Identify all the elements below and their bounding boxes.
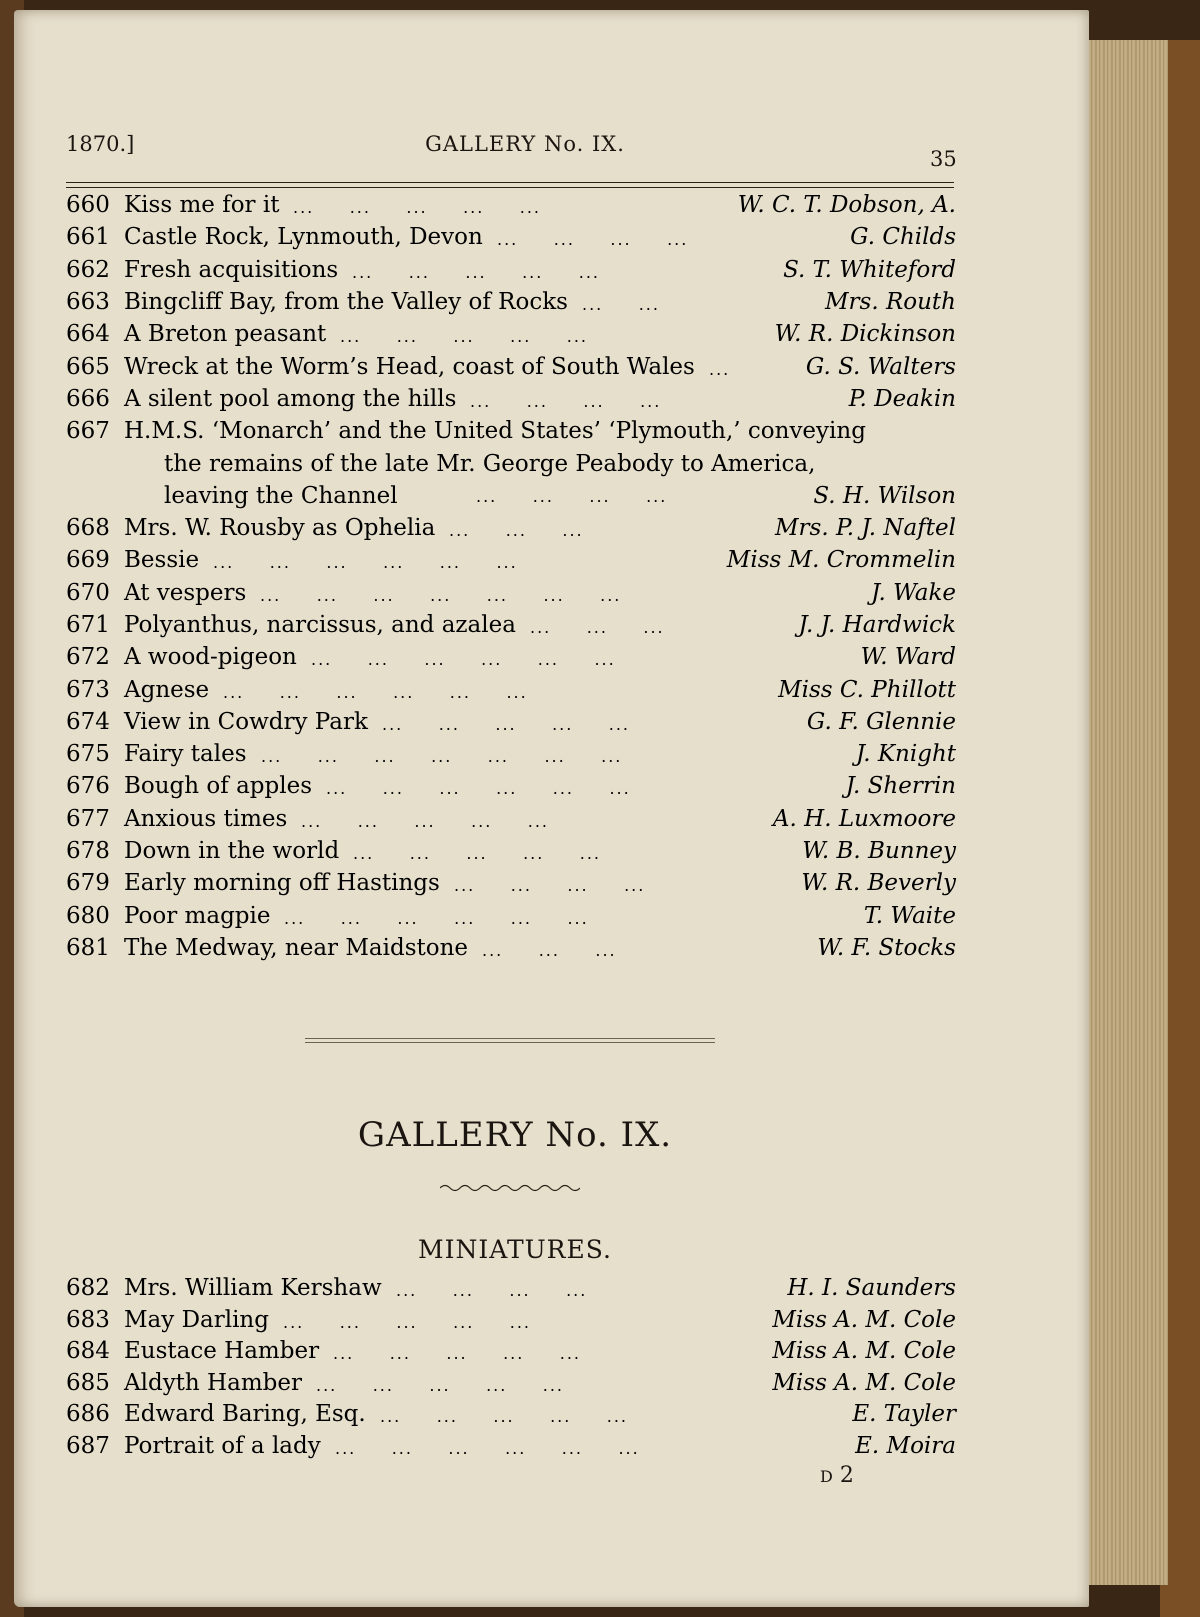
ornament-wave-icon (440, 1183, 580, 1193)
entry-number: 670 (66, 579, 110, 606)
entry-artist: T. Waite (863, 902, 956, 929)
entry-artist: G. F. Glennie (806, 708, 956, 735)
header-rule-thin (66, 187, 954, 188)
entry-number: 686 (66, 1401, 110, 1427)
entry-title: May Darling (124, 1306, 269, 1333)
leader-dots: ... ... ... ... ... ... (311, 650, 616, 670)
leader-dots: ... ... ... (449, 521, 584, 540)
entry-title: View in Cowdry Park (124, 708, 368, 735)
header-rule-thick (66, 182, 954, 183)
entry-number: 684 (66, 1338, 110, 1364)
leader-dots: ... ... ... ... ... (316, 1375, 565, 1395)
header-page-number: 35 (930, 147, 957, 171)
leader-dots: ... ... ... ... (470, 391, 662, 411)
leader-dots: ... ... ... ... ... (283, 1312, 532, 1332)
catalogue-entry (66, 515, 956, 545)
catalogue-entry (66, 870, 956, 900)
leader-dots: ... ... ... (482, 940, 617, 960)
entry-number: 687 (66, 1432, 110, 1459)
entry-title: Kiss me for it (124, 192, 280, 218)
catalogue-entry (66, 192, 956, 222)
entry-number: 680 (66, 902, 110, 929)
leader-dots: ... ... ... ... (497, 230, 689, 250)
section-subtitle: MINIATURES. (418, 1235, 612, 1264)
entry-title: Polyanthus, narcissus, and azalea (124, 611, 516, 638)
leader-dots: ... ... ... ... ... (340, 327, 589, 347)
entry-title: Edward Baring, Esq. (124, 1401, 366, 1427)
entry-title: Bingcliff Bay, from the Valley of Rocks (124, 288, 568, 315)
catalogue-entry (66, 1307, 956, 1337)
entry-number: 665 (66, 353, 110, 380)
leader-dots: ... ... ... ... ... (353, 844, 602, 863)
leader-dots: ... ... (582, 294, 660, 314)
catalogue-entry (66, 321, 956, 351)
leader-dots: ... ... ... ... ... (382, 714, 631, 734)
entry-number: 682 (66, 1275, 110, 1301)
entry-title: Portrait of a lady (124, 1432, 321, 1459)
leader-dots: ... ... ... ... ... (301, 811, 550, 831)
entry-number: 671 (66, 611, 110, 638)
entry-title: Bough of apples (124, 773, 313, 800)
entry-artist: Miss A. M. Cole (772, 1369, 956, 1396)
signature-number: 2 (839, 1463, 854, 1488)
section-divider-thin (305, 1042, 715, 1043)
leader-dots: ... ... ... ... ... ... (213, 553, 518, 573)
signature-letter: D (820, 1467, 833, 1486)
entry-number: 683 (66, 1306, 110, 1333)
entry-title: Early morning off Hastings (124, 870, 440, 897)
entry-artist: J. Sherrin (845, 773, 956, 800)
catalogue-entry (66, 289, 956, 319)
leader-dots: ... ... ... ... (476, 487, 668, 506)
entry-number: 662 (66, 256, 110, 283)
leader-dots: ... ... ... ... ... (352, 262, 601, 282)
leader-dots: ... ... ... ... (454, 876, 646, 896)
catalogue-entry (66, 709, 956, 739)
entry-title: A Breton peasant (124, 321, 327, 348)
section-divider (305, 1038, 715, 1039)
leader-dots: ... ... ... (530, 617, 665, 637)
entry-artist: G. S. Walters (805, 353, 956, 380)
catalogue-entry (66, 741, 956, 771)
catalogue-entry (66, 257, 956, 287)
entry-artist: Mrs. P. J. Naftel (774, 515, 956, 541)
entry-number: 663 (66, 288, 110, 315)
catalogue-entry (66, 773, 956, 803)
catalogue-entry (66, 677, 956, 707)
leader-dots: ... ... ... ... ... ... ... (260, 585, 622, 605)
entry-number: 661 (66, 224, 110, 251)
entry-number: 668 (66, 515, 110, 541)
entry-title: The Medway, near Maidstone (124, 934, 469, 961)
entry-artist: W. R. Dickinson (774, 321, 956, 348)
catalogue-entry-667 (66, 418, 956, 448)
entry-artist: P. Deakin (848, 385, 956, 412)
catalogue-entry (66, 354, 956, 384)
leader-dots: ... (709, 359, 731, 379)
catalogue-entry (66, 838, 956, 868)
leader-dots: ... ... ... ... ... ... (284, 908, 589, 928)
section-title: GALLERY No. IX. (357, 1115, 673, 1155)
entry-artist: Miss M. Crommelin (726, 547, 956, 574)
entry-number: 666 (66, 385, 110, 412)
header-year: 1870.] (66, 132, 135, 156)
entry-artist: J. J. Hardwick (798, 611, 956, 638)
entry-title: Down in the world (124, 838, 340, 864)
entry-number: 664 (66, 321, 110, 348)
entry-title: Mrs. W. Rousby as Ophelia (124, 515, 436, 541)
catalogue-entry (66, 224, 956, 254)
catalogue-entry (66, 935, 956, 965)
entry-number: 675 (66, 741, 110, 768)
leader-dots: ... ... ... ... ... ... (335, 1438, 640, 1458)
entry-title: Anxious times (124, 805, 288, 832)
entry-artist: S. T. Whiteford (783, 256, 956, 283)
entry-title: At vespers (124, 579, 247, 606)
leader-dots: ... ... ... ... ... ... (326, 779, 631, 799)
catalogue-entry (66, 612, 956, 642)
entry-artist: G. Childs (850, 224, 956, 251)
leader-dots: ... ... ... ... ... (293, 198, 542, 217)
entry-title: Wreck at the Worm’s Head, coast of South Wales (124, 353, 695, 380)
entry-artist: Miss C. Phillott (778, 676, 956, 703)
catalogue-entry-667-line-2 (66, 451, 956, 481)
entry-artist: E. Tayler (852, 1401, 956, 1427)
entry-title: A wood-pigeon (124, 644, 297, 671)
catalogue-entry (66, 903, 956, 933)
entry-title: Bessie (124, 547, 200, 574)
signature-mark (820, 1463, 854, 1488)
entry-title: Castle Rock, Lynmouth, Devon (124, 224, 483, 251)
entry-number: 679 (66, 870, 110, 897)
catalogue-entry (66, 806, 956, 836)
leader-dots: ... ... ... ... (396, 1281, 588, 1300)
entry-artist: E. Moira (855, 1432, 956, 1459)
catalogue-entry (66, 1401, 956, 1431)
entry-title: A silent pool among the hills (124, 385, 457, 412)
entry-title-line-1: H.M.S. ‘Monarch’ and the United States’ ‘Plymouth,’ conveying (124, 418, 866, 444)
entry-artist: J. Wake (871, 579, 956, 606)
catalogue-entry (66, 1338, 956, 1368)
entry-artist: W. R. Beverly (801, 870, 956, 897)
leader-dots: ... ... ... ... ... (380, 1407, 629, 1426)
entry-number: 685 (66, 1369, 110, 1396)
entry-title: Eustace Hamber (124, 1338, 320, 1364)
entry-artist: H. I. Saunders (787, 1275, 956, 1301)
entry-number: 676 (66, 773, 110, 800)
page-block-edge (1076, 40, 1168, 1585)
entry-title: Fresh acquisitions (124, 256, 339, 283)
entry-artist: J. Knight (855, 741, 956, 768)
entry-title: Agnese (124, 676, 210, 703)
leader-dots: ... ... ... ... ... (333, 1344, 582, 1363)
entry-number: 672 (66, 644, 110, 671)
catalogue-entry (66, 1370, 956, 1400)
catalogue-entry (66, 547, 956, 577)
entry-number: 669 (66, 547, 110, 574)
leader-dots: ... ... ... ... ... ... ... (261, 747, 623, 767)
catalogue-entry (66, 386, 956, 416)
entry-artist: Miss A. M. Cole (772, 1338, 956, 1364)
entry-artist: W. B. Bunney (802, 838, 956, 864)
entry-title-line-2: the remains of the late Mr. George Peabody to America, (164, 451, 816, 477)
entry-number: 681 (66, 934, 110, 961)
entry-number: 660 (66, 192, 110, 218)
catalogue-entry-667-line-3 (66, 483, 956, 513)
catalogue-entry (66, 1275, 956, 1305)
catalogue-entry (66, 580, 956, 610)
entry-title: Mrs. William Kershaw (124, 1275, 382, 1301)
entry-artist: A. H. Luxmoore (772, 805, 956, 832)
entry-number: 677 (66, 805, 110, 832)
entry-artist: W. F. Stocks (817, 934, 956, 961)
entry-artist: W. Ward (860, 644, 956, 671)
entry-artist: Miss A. M. Cole (772, 1306, 956, 1333)
entry-number: 667 (66, 418, 110, 444)
entry-title: Poor magpie (124, 902, 271, 929)
entry-artist: Mrs. Routh (824, 288, 956, 315)
entry-artist: W. C. T. Dobson, A. (737, 192, 956, 218)
entry-title: Fairy tales (124, 741, 247, 768)
entry-number: 678 (66, 838, 110, 864)
header-running-title: GALLERY No. IX. (425, 132, 625, 156)
leader-dots: ... ... ... ... ... ... (223, 682, 528, 702)
entry-artist: S. H. Wilson (813, 483, 956, 509)
entry-number: 673 (66, 676, 110, 703)
catalogue-entry (66, 1433, 956, 1463)
catalogue-entry (66, 644, 956, 674)
entry-title-line-3: leaving the Channel (164, 483, 398, 509)
entry-number: 674 (66, 708, 110, 735)
entry-title: Aldyth Hamber (124, 1369, 302, 1396)
